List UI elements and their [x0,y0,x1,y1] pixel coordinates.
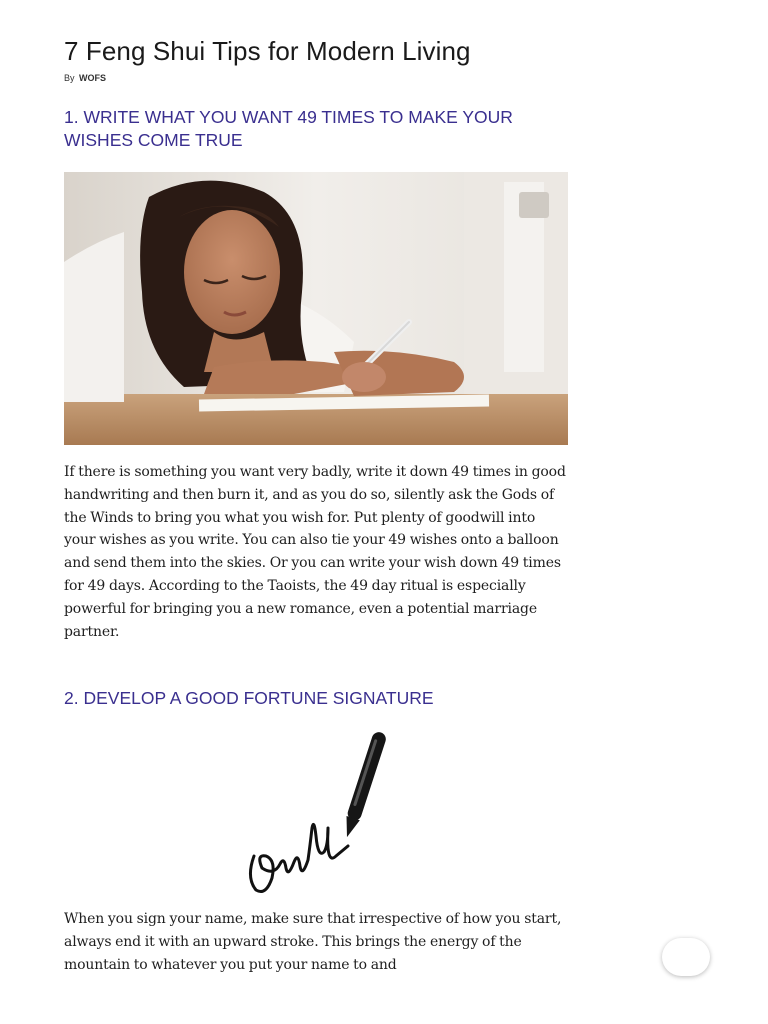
section-1-body: If there is something you want very badly, write it down 49 times in good handwriting and then burn it, and as you do so, silently ask the Gods of the Winds to bring you what you wish for. Put plenty of goodwill into your wishes as you write. You can also tie your 49 wishes onto a balloon and send them into the skies. Or you can write your wish down 49 times for 49 days. According to the Taoists, the 49 day ritual is especially powerful for bringing you a new romance, even a potential marriage partner. [64,464,566,640]
page-title: 7 Feng Shui Tips for Modern Living [64,36,471,66]
section-2-body: When you sign your name, make sure that irrespective of how you start, always end it with an upward stroke. This brings the energy of the mountain to whatever you put your name to and [64,911,562,973]
floating-action-button[interactable] [662,938,710,976]
section-heading-2: 2. DEVELOP A GOOD FORTUNE SIGNATURE [64,688,434,708]
section-heading-1: 1. WRITE WHAT YOU WANT 49 TIMES TO MAKE YOUR WISHES COME TRUE [64,107,513,150]
woman-writing-photo [64,172,568,445]
byline [64,73,106,83]
author-link[interactable]: WOFS [79,73,107,83]
pen-signature-illustration [244,728,394,898]
byline-prefix: By [64,73,75,83]
